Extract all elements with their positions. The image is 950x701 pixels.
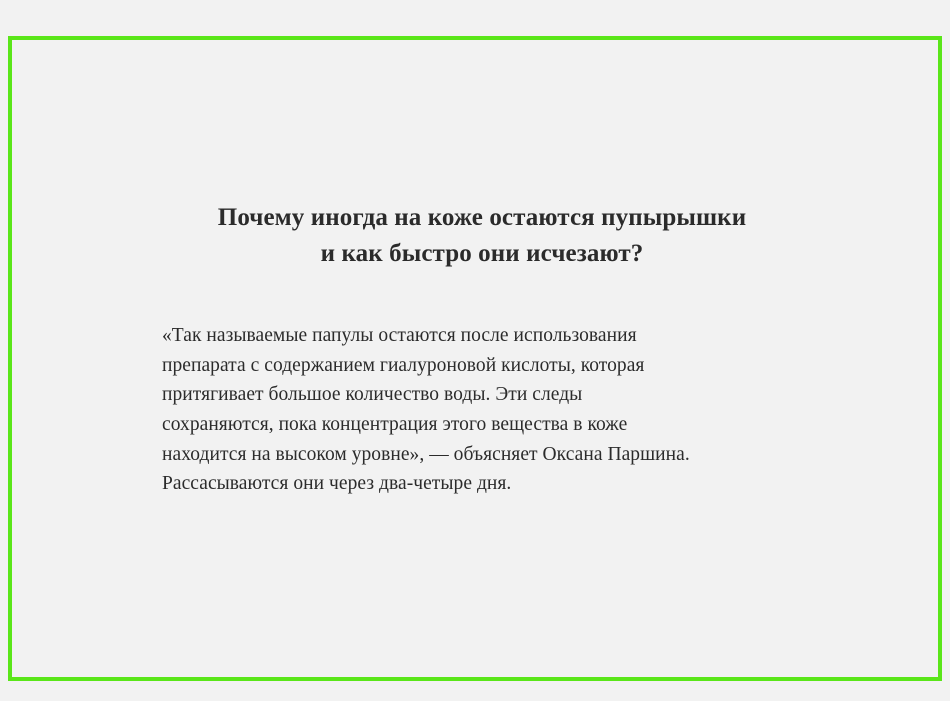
page-title-line-1: Почему иногда на коже остаются пупырышки bbox=[217, 204, 747, 231]
body-paragraph bbox=[162, 271, 802, 499]
body-line-2: препарата с содержанием гиалуроновой кислоты, которая bbox=[162, 354, 645, 376]
body-line-1: «Так называемые папулы остаются после использования bbox=[162, 325, 637, 346]
bottom-strip bbox=[0, 681, 950, 701]
page-title bbox=[162, 200, 802, 271]
page-title-line-2: и как быстро они исчезают? bbox=[320, 239, 644, 267]
slide-card bbox=[8, 36, 942, 681]
body-line-3: притягивает большое количество воды. Эти следы bbox=[162, 384, 583, 406]
body-line-5: находится на высоком уровне», — объясняет Оксана Паршина. bbox=[162, 443, 690, 465]
body-line-4: сохраняются, пока концентрация этого вещества в коже bbox=[162, 413, 628, 435]
slide-content bbox=[162, 200, 802, 499]
body-line-6: Рассасываются они через два-четыре дня. bbox=[162, 473, 512, 495]
